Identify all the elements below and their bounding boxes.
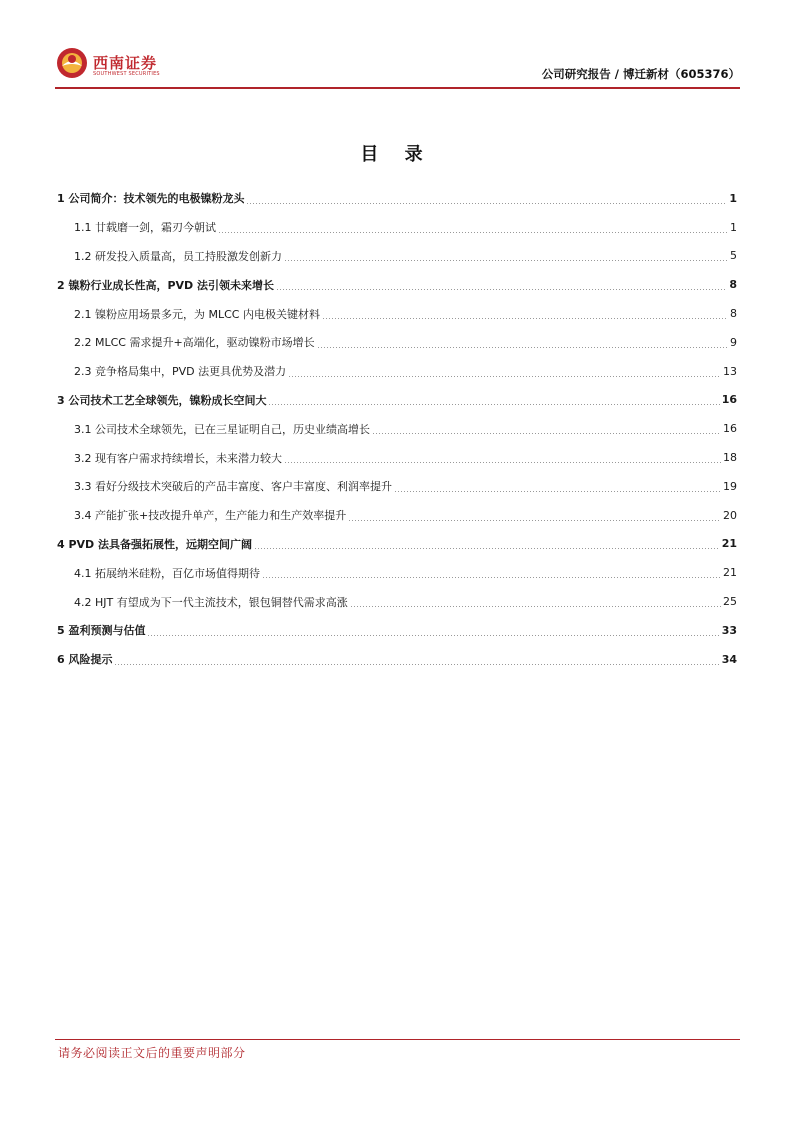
header-divider — [55, 87, 740, 89]
toc-entry-text: 4.2 HJT 有望成为下一代主流技术，银包铜替代需求高涨 — [74, 595, 348, 609]
toc-entry[interactable] — [57, 270, 737, 299]
toc-leader-dots — [317, 347, 728, 348]
toc-entry-page: 16 — [721, 393, 737, 407]
toc-entry-text: 2.1 镍粉应用场景多元，为 MLCC 内电极关键材料 — [74, 307, 320, 321]
toc-entry[interactable] — [57, 328, 737, 357]
toc-entry-text: 2 镍粉行业成长性高，PVD 法引领未来增长 — [57, 278, 275, 292]
toc-entry[interactable] — [57, 184, 737, 213]
page-header — [55, 46, 740, 86]
company-logo — [55, 46, 175, 86]
toc-leader-dots — [218, 232, 728, 233]
toc-entry-page: 18 — [723, 451, 737, 465]
toc-entry-page: 19 — [723, 479, 737, 493]
toc-entry-page: 16 — [723, 422, 737, 436]
toc-entry-page: 9 — [730, 335, 737, 349]
toc-title: 目 录 — [360, 144, 433, 165]
toc-entry-text: 1.2 研发投入质量高，员工持股激发创新力 — [74, 249, 282, 263]
toc-leader-dots — [322, 318, 728, 319]
toc-leader-dots — [348, 520, 721, 521]
toc-entry-page: 21 — [723, 566, 737, 580]
toc-entry-text: 4 PVD 法具备强拓展性，远期空间广阔 — [57, 537, 253, 551]
toc-entry-page: 1 — [729, 191, 737, 205]
toc-leader-dots — [246, 203, 727, 204]
toc-entry-page: 5 — [730, 249, 737, 263]
toc-entry-text: 1 公司简介：技术领先的电极镍粉龙头 — [57, 192, 245, 206]
logo-name: 西南证券 — [93, 54, 158, 72]
toc-leader-dots — [147, 635, 719, 636]
report-label: 公司研究报告 / 博迁新材（605376） — [541, 67, 740, 81]
toc-entry-text: 3 公司技术工艺全球领先，镍粉成长空间大 — [57, 393, 267, 407]
toc-leader-dots — [372, 433, 721, 434]
toc-entry[interactable] — [57, 558, 737, 587]
toc-entry[interactable] — [57, 587, 737, 616]
toc-leader-dots — [288, 376, 721, 377]
toc-leader-dots — [284, 462, 721, 463]
toc-entry[interactable] — [57, 645, 737, 674]
toc-entry-text: 3.4 产能扩张+技改提升单产，生产能力和生产效率提升 — [74, 509, 347, 523]
footer-notice: 请务必阅读正文后的重要声明部分 — [58, 1046, 246, 1060]
toc-entry[interactable] — [57, 530, 737, 559]
toc-entry-page: 1 — [730, 220, 737, 234]
toc-entry[interactable] — [57, 414, 737, 443]
toc-leader-dots — [268, 404, 719, 405]
toc-entry-page: 33 — [721, 623, 737, 637]
toc-entry-text: 4.1 拓展纳米硅粉，百亿市场值得期待 — [74, 566, 260, 580]
toc-leader-dots — [350, 606, 721, 607]
toc-leader-dots — [262, 577, 721, 578]
toc-entry-text: 2.3 竞争格局集中，PVD 法更具优势及潜力 — [74, 365, 287, 379]
toc-entry[interactable] — [57, 299, 737, 328]
toc-entry[interactable] — [57, 242, 737, 271]
toc-entry-page: 8 — [730, 307, 737, 321]
toc-entry[interactable] — [57, 472, 737, 501]
toc-entry[interactable] — [57, 357, 737, 386]
toc-entry[interactable] — [57, 213, 737, 242]
toc-leader-dots — [276, 289, 727, 290]
toc-entry-page: 8 — [729, 278, 737, 292]
toc-leader-dots — [394, 491, 721, 492]
toc-entry-text: 3.2 现有客户需求持续增长，未来潜力较大 — [74, 451, 282, 465]
toc-entry[interactable] — [57, 501, 737, 530]
toc-entry-text: 2.2 MLCC 需求提升+高端化，驱动镍粉市场增长 — [74, 336, 315, 350]
logo-mark-icon — [55, 46, 89, 80]
toc-entry-page: 21 — [721, 537, 737, 551]
toc-leader-dots — [114, 664, 719, 665]
toc-entry-text: 6 风险提示 — [57, 653, 113, 667]
toc-entry-text: 1.1 廿载磨一剑，霜刃今朝试 — [74, 221, 216, 235]
toc-entry-page: 34 — [721, 652, 737, 666]
toc-entry[interactable] — [57, 386, 737, 415]
toc-entry-text: 3.1 公司技术全球领先，已在三星证明自己，历史业绩高增长 — [74, 422, 370, 436]
toc-entry-page: 25 — [723, 595, 737, 609]
toc-entry[interactable] — [57, 443, 737, 472]
toc-entry[interactable] — [57, 616, 737, 645]
footer-divider — [55, 1039, 740, 1040]
logo-english-name: SOUTHWEST SECURITIES — [93, 71, 160, 77]
toc-entry-page: 20 — [723, 508, 737, 522]
toc-entry-text: 3.3 看好分级技术突破后的产品丰富度、客户丰富度、利润率提升 — [74, 480, 392, 494]
toc-entry-page: 13 — [723, 364, 737, 378]
toc-leader-dots — [254, 548, 720, 549]
toc-entry-text: 5 盈利预测与估值 — [57, 624, 146, 638]
table-of-contents — [57, 184, 737, 674]
toc-leader-dots — [284, 260, 728, 261]
